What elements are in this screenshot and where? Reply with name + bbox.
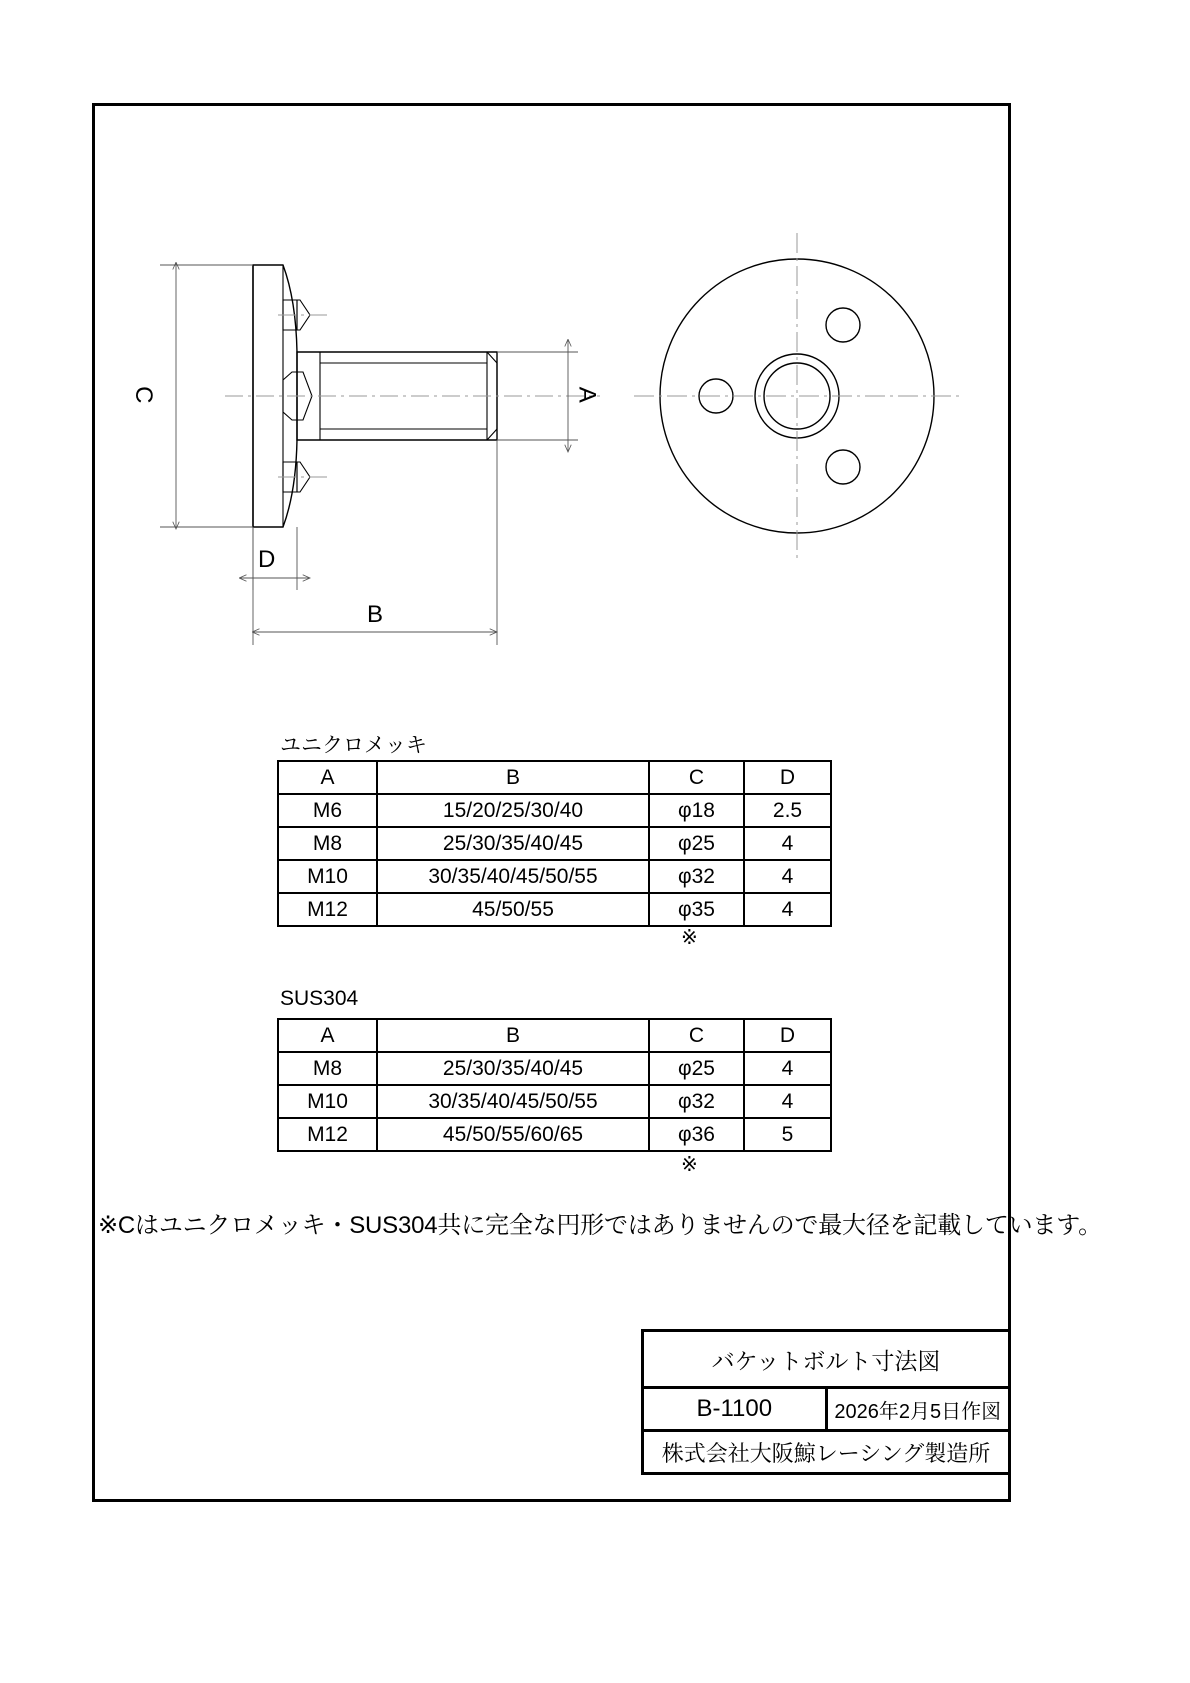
table-header-row bbox=[278, 1019, 831, 1052]
th-b: B bbox=[377, 761, 649, 794]
cell-d: 4 bbox=[744, 1052, 831, 1085]
cell-b: 30/35/40/45/50/55 bbox=[377, 860, 649, 893]
table-row bbox=[278, 794, 831, 827]
cell-c: φ36 bbox=[649, 1118, 744, 1151]
footnote-mark-unichrome: ※ bbox=[681, 927, 698, 949]
title-block-company-row bbox=[643, 1431, 1010, 1474]
th-c: C bbox=[649, 1019, 744, 1052]
footnote-note-text: ※Cはユニクロメッキ・SUS304共に完全な円形ではありませんので最大径を記載しています。 bbox=[98, 1212, 1102, 1239]
company-name: 株式会社大阪鯨レーシング製造所 bbox=[643, 1431, 1010, 1474]
cell-d: 4 bbox=[744, 827, 831, 860]
cell-d: 5 bbox=[744, 1118, 831, 1151]
drawing-date: 2026年2月5日作図 bbox=[826, 1388, 1010, 1431]
table-row bbox=[278, 893, 831, 926]
table-caption-unichrome: ユニクロメッキ bbox=[280, 734, 427, 757]
cell-c: φ18 bbox=[649, 794, 744, 827]
drawing-title: バケットボルト寸法図 bbox=[643, 1331, 1010, 1388]
table-row bbox=[278, 1052, 831, 1085]
th-d: D bbox=[744, 1019, 831, 1052]
th-a: A bbox=[278, 761, 377, 794]
cell-a: M6 bbox=[278, 794, 377, 827]
cell-d: 2.5 bbox=[744, 794, 831, 827]
spec-table-sus304 bbox=[277, 1018, 832, 1152]
dimension-label-c: C bbox=[129, 386, 157, 404]
title-block bbox=[641, 1329, 1011, 1475]
footnote-mark-sus304: ※ bbox=[681, 1154, 698, 1176]
cell-b: 25/30/35/40/45 bbox=[377, 1052, 649, 1085]
cell-c: φ35 bbox=[649, 893, 744, 926]
cell-a: M12 bbox=[278, 1118, 377, 1151]
cell-d: 4 bbox=[744, 860, 831, 893]
cell-a: M8 bbox=[278, 827, 377, 860]
th-c: C bbox=[649, 761, 744, 794]
table-row bbox=[278, 1118, 831, 1151]
table-row bbox=[278, 1085, 831, 1118]
dimension-label-d: D bbox=[258, 546, 276, 573]
cell-c: φ25 bbox=[649, 1052, 744, 1085]
table-caption-sus304: SUS304 bbox=[280, 987, 359, 1010]
table-row bbox=[278, 827, 831, 860]
cell-d: 4 bbox=[744, 1085, 831, 1118]
title-block-title-row bbox=[643, 1331, 1010, 1388]
drawing-number: B-1100 bbox=[643, 1388, 827, 1431]
cell-b: 15/20/25/30/40 bbox=[377, 794, 649, 827]
cell-c: φ32 bbox=[649, 1085, 744, 1118]
spec-table-unichrome bbox=[277, 760, 832, 927]
cell-b: 25/30/35/40/45 bbox=[377, 827, 649, 860]
cell-b: 45/50/55/60/65 bbox=[377, 1118, 649, 1151]
th-d: D bbox=[744, 761, 831, 794]
title-block-meta-row bbox=[643, 1388, 1010, 1431]
th-a: A bbox=[278, 1019, 377, 1052]
cell-b: 45/50/55 bbox=[377, 893, 649, 926]
cell-c: φ32 bbox=[649, 860, 744, 893]
dimension-label-a: A bbox=[573, 386, 601, 404]
cell-a: M10 bbox=[278, 860, 377, 893]
cell-a: M10 bbox=[278, 1085, 377, 1118]
dimension-label-b: B bbox=[367, 601, 384, 628]
cell-b: 30/35/40/45/50/55 bbox=[377, 1085, 649, 1118]
th-b: B bbox=[377, 1019, 649, 1052]
cell-a: M8 bbox=[278, 1052, 377, 1085]
table-header-row bbox=[278, 761, 831, 794]
table-row bbox=[278, 860, 831, 893]
cell-d: 4 bbox=[744, 893, 831, 926]
cell-c: φ25 bbox=[649, 827, 744, 860]
cell-a: M12 bbox=[278, 893, 377, 926]
